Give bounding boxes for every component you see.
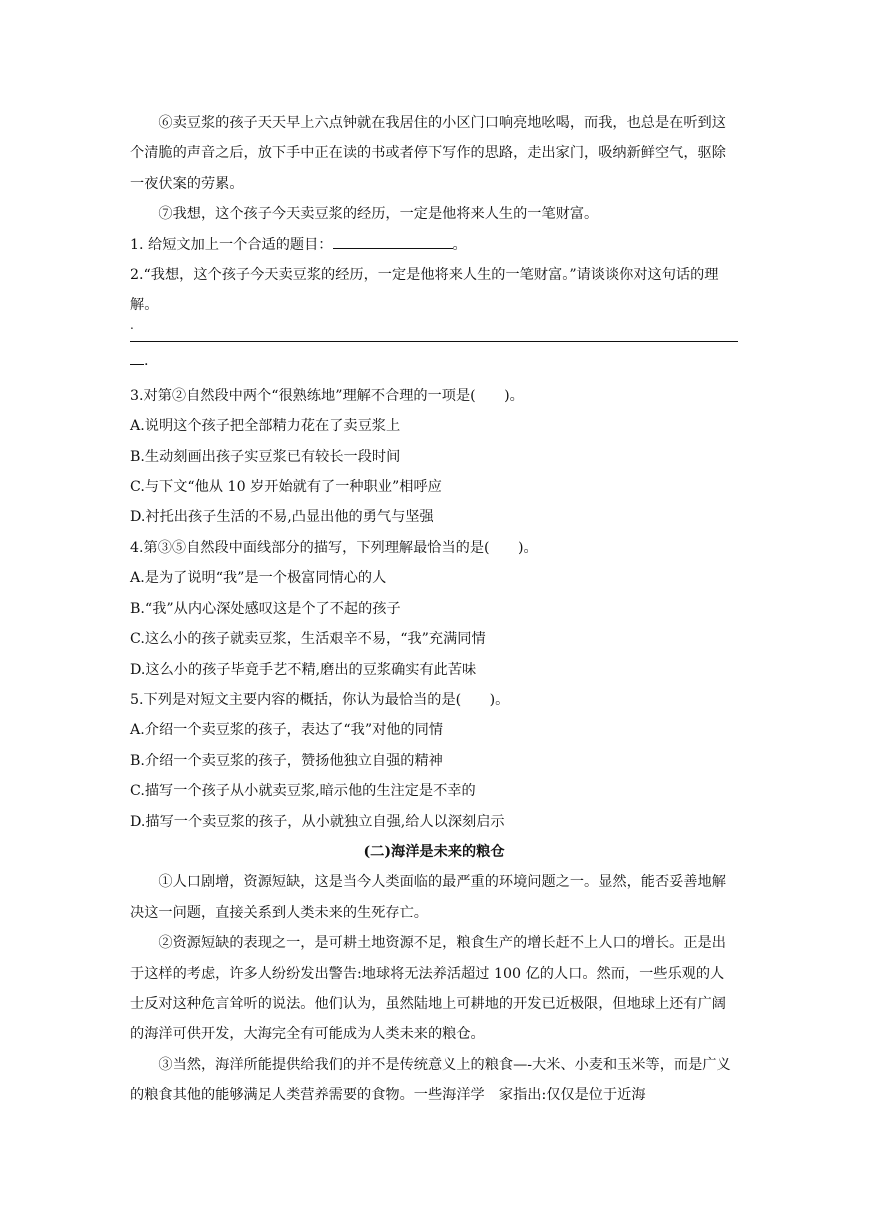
ocean-paragraph-1: ①人口剧增，资源短缺，这是当今人类面临的最严重的环境问题之一。显然，能否妥善地解决这一问题，直接关系到人类未来的生死存亡。 [130,874,726,921]
answer-dot: . [130,317,134,332]
question-1-text: 1. 给短文加上一个合适的题目： [130,236,333,253]
answer-short-line [130,349,149,373]
question-4-stem: 4.第③⑤自然段中面线部分的描写，下列理解最恰当的是( )。 [130,539,538,556]
question-4-option-c: C.这么小的孩子就卖豆浆，生活艰辛不易，“我”充满同情 [130,631,486,648]
question-4-option-d: D.这么小的孩子毕竟手艺不精,磨出的豆浆确实有此苦味 [130,661,477,678]
question-5-option-a: A.介绍一个卖豆浆的孩子，表达了“我”对他的同情 [130,722,444,739]
title-answer-blank[interactable] [333,230,453,249]
question-3-option-d: D.衬托出孩子生活的不易,凸显出他的勇气与坚强 [130,509,434,526]
answer-rule [130,341,738,342]
question-3-option-b: B.生动刻画出孩子实豆浆已有较长一段时间 [130,448,401,465]
question-3-option-c: C.与下文“他从 10 岁开始就有了一种职业”相呼应 [130,479,442,496]
question-2: 2.“我想，这个孩子今天卖豆浆的经历，一定是他将来人生的一笔财富。”请谈谈你对这句话的理解。 [130,267,719,314]
question-5-option-c: C.描写一个孩子从小就卖豆浆,暗示他的生注定是不幸的 [130,783,476,800]
question-1 [130,230,738,260]
paragraph-6: ⑥卖豆浆的孩子天天早上六点钟就在我居住的小区门口响亮地吆喝，而我，也总是在听到这个清脆的声音之后，放下手中正在读的书或者停下写作的思路，走出家门，吸纳新鲜空气，驱除一夜伏案的劳累。 [130,115,726,192]
question-3-option-a: A.说明这个孩子把全部精力花在了卖豆浆上 [130,418,401,435]
question-4-option-a: A.是为了说明“我”是一个极富同情心的人 [130,570,387,587]
section-title: (二)海洋是未来的粮仓 [363,843,505,860]
ocean-paragraph-2: ②资源短缺的表现之一，是可耕土地资源不足，粮食生产的增长赶不上人口的增长。正是出于这样的考虑，许多人纷纷发出警告:地球将无法养活超过 100 亿的人口。然而，一些乐观的人士反对这种危言耸听的说法。他们认为，虽然陆地上可耕地的开发已近极限，但地球上还有广阔的海洋可供开发，大海完全有可能成为人类未来的粮仓。 [130,935,726,1043]
answer-end: . [144,352,149,369]
paragraph-7: ⑦我想，这个孩子今天卖豆浆的经历，一定是他将来人生的一笔财富。 [158,206,599,223]
question-1-suffix: 。 [452,236,467,253]
question-5-option-d: D.描写一个卖豆浆的孩子，从小就独立自强,给人以深刻启示 [130,813,505,830]
question-5-stem: 5.下列是对短文主要内容的概括，你认为最恰当的是( )。 [130,691,510,708]
question-5-option-b: B.介绍一个卖豆浆的孩子，赞扬他独立自强的精神 [130,752,443,769]
question-4-option-b: B.“我”从内心深处感叹这是个了不起的孩子 [130,600,401,617]
question-3-stem: 3.对第②自然段中两个“很熟练地”理解不合理的一项是( )。 [130,387,524,404]
document-page [130,108,738,1111]
ocean-paragraph-3: ③当然，海洋所能提供给我们的并不是传统意义上的粮食—-大米、小麦和玉米等，而是广义的粮食其他的能够满足人类营养需要的食物。一些海洋学 家指出:仅仅是位于近海 [130,1056,731,1104]
answer-area[interactable] [130,317,738,381]
